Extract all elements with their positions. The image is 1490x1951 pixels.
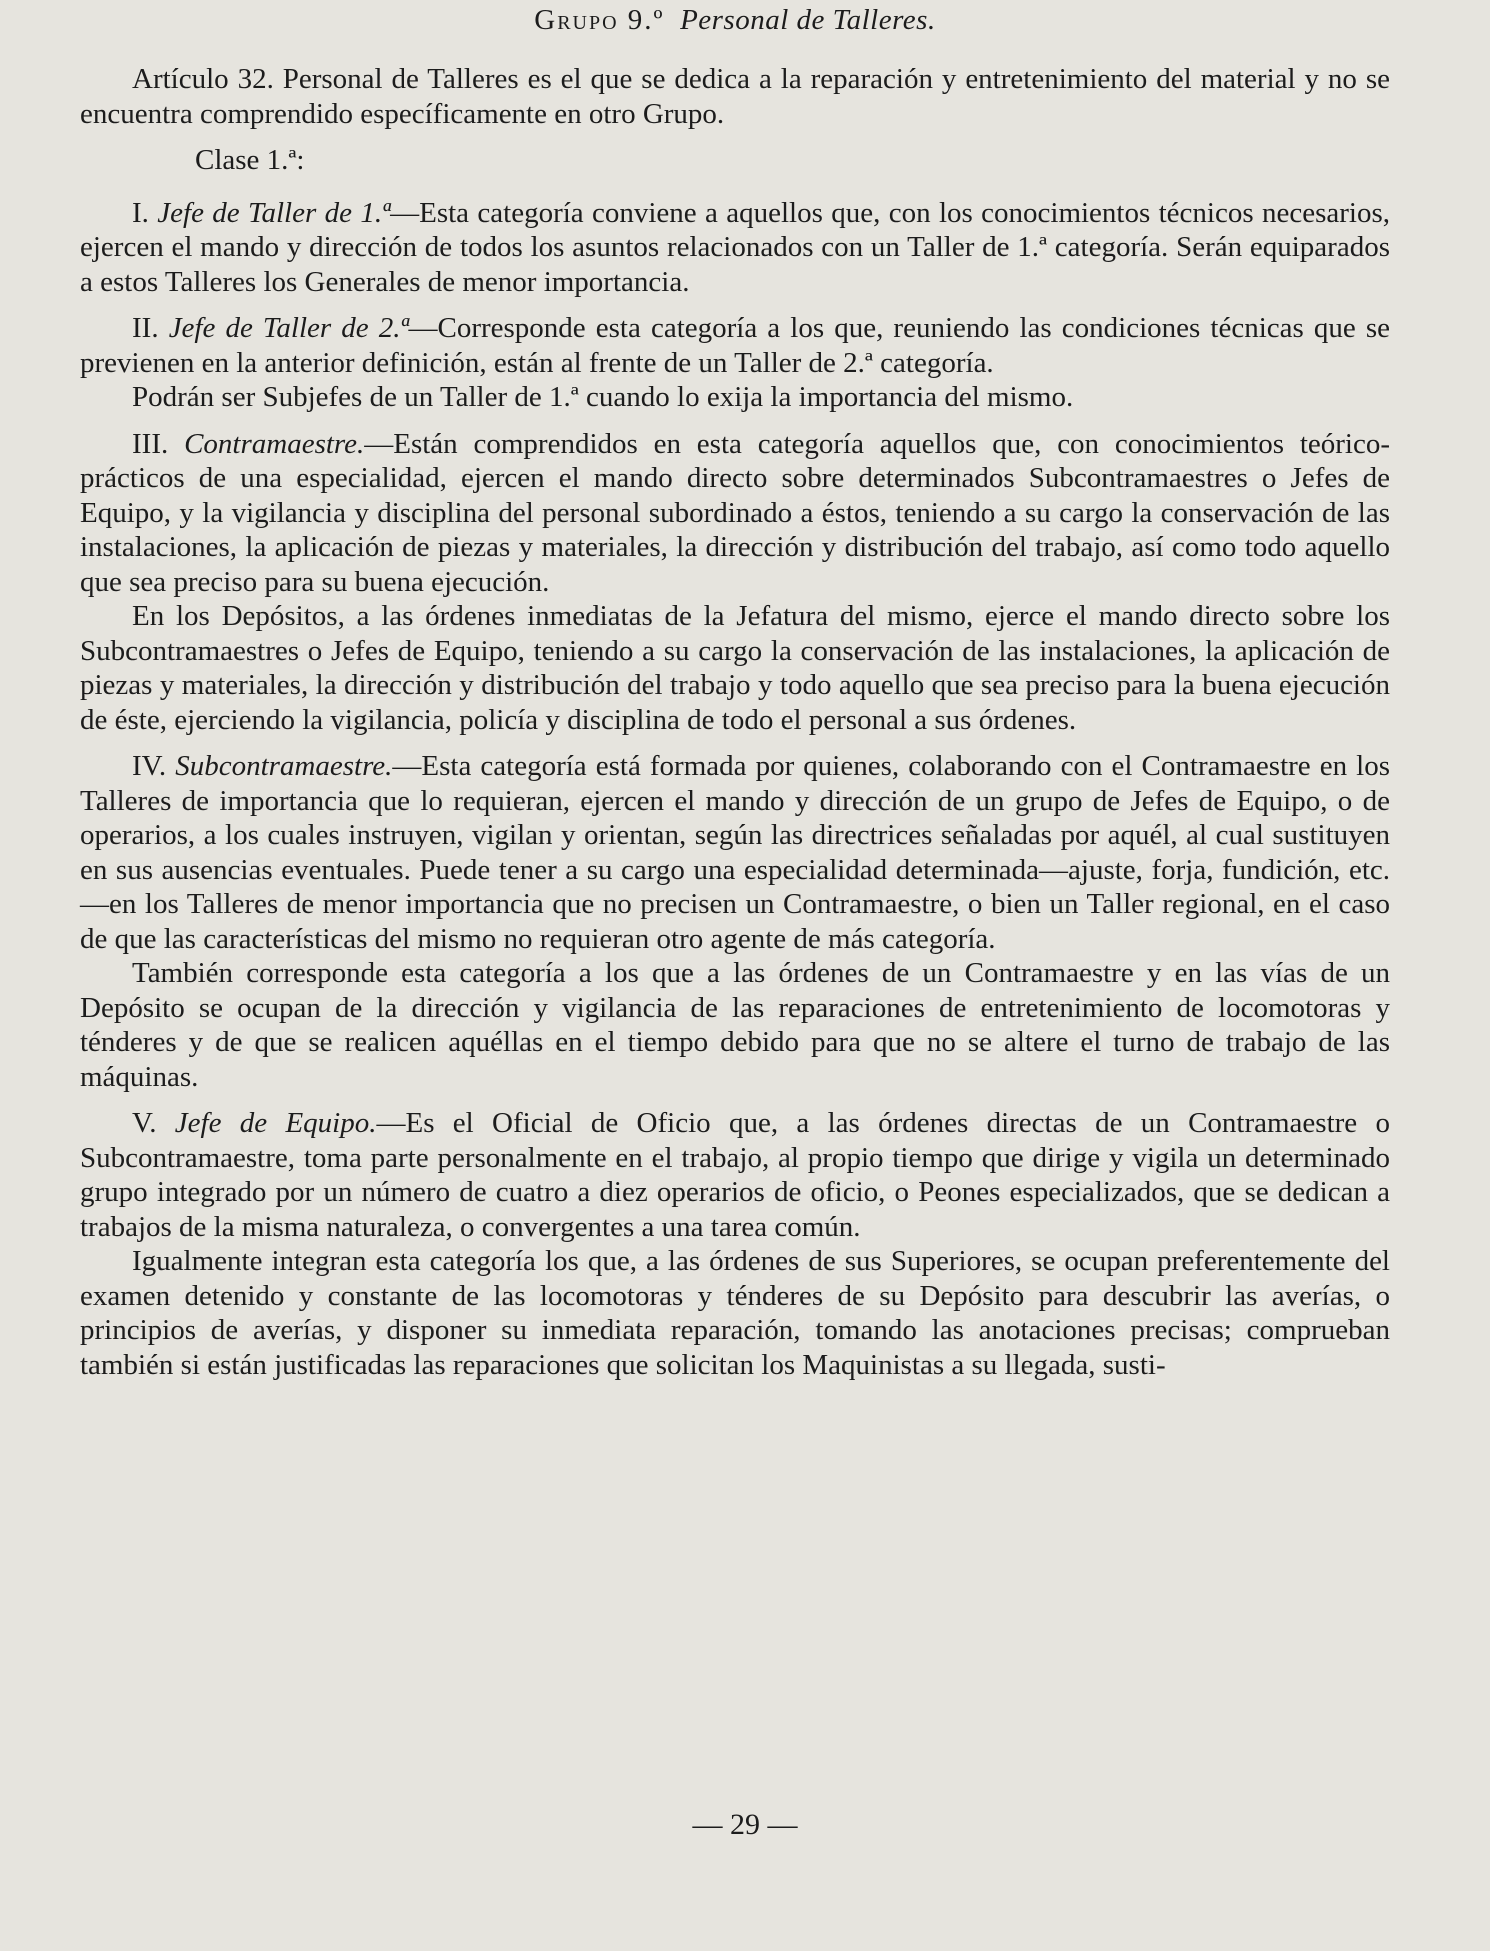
category-section <box>80 196 1390 300</box>
running-header <box>80 0 1390 44</box>
category-list <box>80 196 1390 1383</box>
category-section <box>80 1106 1390 1382</box>
category-extra-paragraph: En los Depósitos, a las órdenes inmediatas de la Jefatura del mismo, ejerce el mando directo sobre los Subcontramaestres o Jefes de Equipo, teniendo a su cargo la conservación de las instalaciones, la aplicación de piezas y materiales, la dirección y distribución del trabajo y todo aquello que sea preciso para la buena ejecución de éste, ejerciendo la vigilancia, policía y disciplina de todo el personal a sus órdenes. <box>80 600 1390 736</box>
category-definition <box>80 311 1390 380</box>
document-body <box>80 62 1390 1382</box>
page-number: — 29 — <box>692 1808 798 1841</box>
category-definition <box>80 196 1390 300</box>
category-number: I. <box>132 196 149 229</box>
category-number: III. <box>132 427 169 460</box>
category-term: Jefe de Taller de 2.ª <box>168 312 409 344</box>
category-text: —Esta categoría está formada por quienes, colaborando con el Contramaestre en los Talleres de importancia que lo requieran, ejercen el mando y dirección de un grupo de Jefes de Equipo, o de operarios, a los cuales instruyen, vigilan y orientan, según las directrices señaladas por aquél, al cual sustituyen en sus ausencias eventuales. Puede tener a su cargo una especialidad determinada—ajuste, forja, fundición, etc.—en los Talleres de menor importancia que no precisen un Contramaestre, o bien un Taller regional, en el caso de que las características del mismo no requieran otro agente de más categoría. <box>80 750 1391 955</box>
article-paragraph: Artículo 32. Personal de Talleres es el que se dedica a la reparación y entretenimiento del material y no se encuentra comprendido específicamente en otro Grupo. <box>80 63 1390 130</box>
category-section <box>80 749 1390 1094</box>
group-label: Grupo 9.º <box>534 4 665 36</box>
category-term: Jefe de Taller de 1.ª <box>157 196 391 229</box>
category-extra-paragraph: Podrán ser Subjefes de un Taller de 1.ª cuando lo exija la importancia del mismo. <box>132 381 1074 413</box>
category-section <box>80 311 1390 415</box>
category-extra-paragraph: También corresponde esta categoría a los que a las órdenes de un Contramaestre y en las vías de un Depósito se ocupan de la dirección y vigilancia de las reparaciones de entretenimiento de locomotoras y ténderes y de que se realicen aquéllas en el tiempo debido para que no se altere el turno de trabajo de las máquinas. <box>80 957 1390 1093</box>
category-term: Contramaestre. <box>184 427 365 460</box>
category-number: II. <box>132 312 159 344</box>
category-text: —Están comprendidos en esta categoría aquellos que, con conocimientos teórico-prácticos de una especialidad, ejercen el mando directo sobre determinados Subcontramaestres o Jefes de Equipo, y la vigilancia y disciplina del personal subordinado a éstos, teniendo a su cargo la conservación de las instalaciones, la aplicación de piezas y materiales, la dirección y distribución del trabajo, así como todo aquello que sea preciso para su buena ejecución. <box>80 427 1391 598</box>
category-text: —Esta categoría conviene a aquellos que, con los conocimientos técnicos necesarios, ejercen el mando y dirección de todos los asuntos relacionados con un Taller de 1.ª categoría. Serán equiparados a estos Talleres los Generales de menor importancia. <box>80 196 1391 298</box>
category-definition <box>80 427 1390 600</box>
section-title: Personal de Talleres. <box>680 4 936 36</box>
category-extra-paragraph: Igualmente integran esta categoría los que, a las órdenes de sus Superiores, se ocupan preferentemente del examen detenido y constante de las locomotoras y ténderes de su Depósito para descubrir las averías, o principios de averías, y disponer su inmediata reparación, tomando las anotaciones precisas; comprueban también si están justificadas las reparaciones que solicitan los Maquinistas a su llegada, susti- <box>80 1245 1390 1381</box>
category-term: Subcontramaestre. <box>175 750 393 782</box>
category-definition <box>80 1106 1390 1244</box>
category-number: V. <box>132 1107 157 1139</box>
category-text: —Es el Oficial de Oficio que, a las órdenes directas de un Contramaestre o Subcontramaestre, toma parte personalmente en el trabajo, al propio tiempo que dirige y vigila un determinado grupo integrado por un número de cuatro a diez operarios de oficio, o Peones especializados, que se dedican a trabajos de la misma naturaleza, o convergentes a una tarea común. <box>80 1107 1390 1243</box>
category-section <box>80 427 1390 738</box>
category-number: IV. <box>132 750 167 782</box>
class-heading: Clase 1.ª: <box>195 144 305 176</box>
category-term: Jefe de Equipo. <box>174 1107 377 1139</box>
category-text: —Corresponde esta categoría a los que, reuniendo las condiciones técnicas que se previenen en la anterior definición, están al frente de un Taller de 2.ª categoría. <box>80 312 1391 379</box>
category-definition <box>80 749 1390 956</box>
